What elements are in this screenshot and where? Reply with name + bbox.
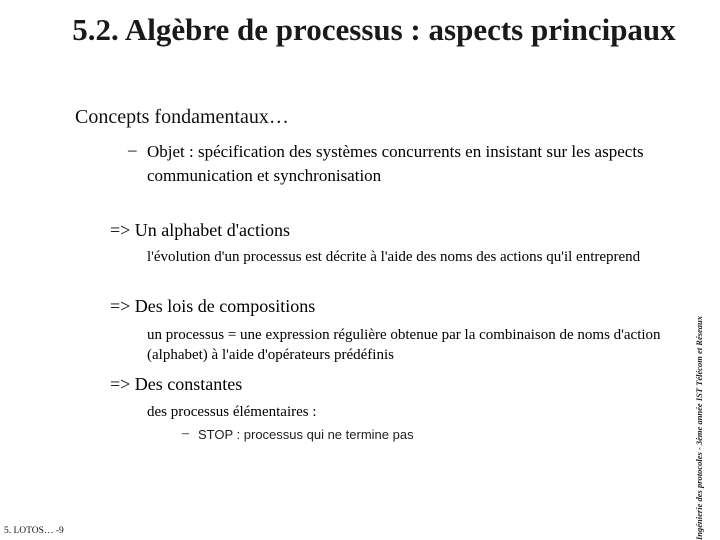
page-footer: 5. LOTOS… -9: [4, 526, 64, 536]
slide-title: 5.2. Algèbre de processus : aspects principaux: [72, 12, 676, 47]
objective-dash: –: [128, 140, 137, 159]
point-composition-detail: un processus = une expression régulière obtenue par la combinaison de noms d'action (alphabet) à l'aide d'opérateurs prédéfinis: [147, 327, 661, 363]
side-note: Ingénierie des protocoles - 3ème année IST Télécom et Réseaux: [694, 315, 704, 540]
stop-dash: –: [182, 426, 189, 441]
objective-text: Objet : spécification des systèmes concurrents en insistant sur les aspects communication et synchronisation: [147, 142, 644, 185]
stop-item-text: STOP : processus qui ne termine pas: [198, 427, 414, 442]
point-alphabet-heading: => Un alphabet d'actions: [110, 220, 290, 240]
section-heading: Concepts fondamentaux…: [75, 106, 289, 128]
point-composition-heading: => Des lois de compositions: [110, 296, 316, 316]
point-constants-detail: des processus élémentaires :: [147, 404, 317, 420]
point-alphabet-detail: l'évolution d'un processus est décrite à l'aide des noms des actions qu'il entreprend: [147, 249, 641, 265]
point-constants-heading: => Des constantes: [110, 374, 243, 394]
